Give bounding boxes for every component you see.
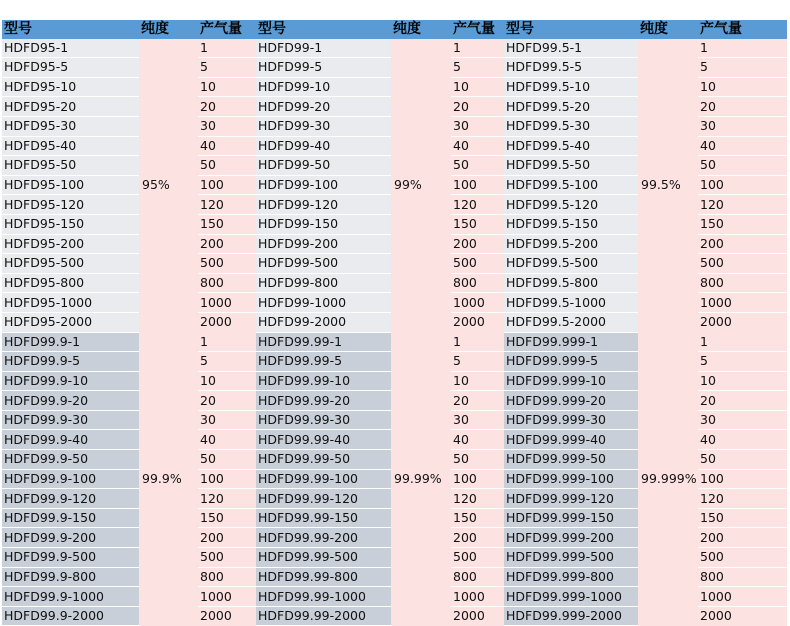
gas-output-cell: 120 bbox=[698, 489, 787, 509]
header-row bbox=[2, 20, 787, 39]
gas-output-cell: 20 bbox=[698, 391, 787, 411]
header-model: 型号 bbox=[2, 20, 139, 39]
model-cell: HDFD99-100 bbox=[256, 175, 391, 195]
gas-output-cell: 10 bbox=[698, 371, 787, 391]
gas-output-cell: 150 bbox=[451, 508, 504, 528]
model-cell: HDFD99-500 bbox=[256, 254, 391, 274]
group-2 bbox=[2, 332, 787, 626]
model-cell: HDFD95-1000 bbox=[2, 293, 139, 313]
model-cell: HDFD99.9-5 bbox=[2, 352, 139, 372]
purity-cell: 99.5% bbox=[638, 39, 698, 332]
purity-cell: 99.999% bbox=[638, 332, 698, 626]
model-cell: HDFD99.999-50 bbox=[504, 450, 638, 470]
model-cell: HDFD95-2000 bbox=[2, 312, 139, 332]
model-cell: HDFD99.999-20 bbox=[504, 391, 638, 411]
model-cell: HDFD99.999-120 bbox=[504, 489, 638, 509]
model-cell: HDFD99.99-50 bbox=[256, 450, 391, 470]
gas-output-cell: 1 bbox=[698, 39, 787, 58]
gas-output-cell: 40 bbox=[198, 430, 256, 450]
gas-output-cell: 200 bbox=[698, 528, 787, 548]
gas-output-cell: 100 bbox=[451, 175, 504, 195]
model-cell: HDFD99.9-800 bbox=[2, 567, 139, 587]
model-cell: HDFD99.5-30 bbox=[504, 116, 638, 136]
gas-output-cell: 500 bbox=[451, 254, 504, 274]
gas-output-cell: 150 bbox=[198, 214, 256, 234]
model-cell: HDFD99-120 bbox=[256, 195, 391, 215]
gas-output-cell: 2000 bbox=[698, 606, 787, 626]
gas-output-cell: 2000 bbox=[698, 312, 787, 332]
model-cell: HDFD99.5-120 bbox=[504, 195, 638, 215]
model-cell: HDFD99.99-150 bbox=[256, 508, 391, 528]
model-cell: HDFD99-2000 bbox=[256, 312, 391, 332]
gas-output-cell: 200 bbox=[198, 528, 256, 548]
gas-output-cell: 800 bbox=[451, 567, 504, 587]
model-cell: HDFD99.999-1 bbox=[504, 332, 638, 352]
gas-output-cell: 30 bbox=[451, 116, 504, 136]
header-gas-output: 产气量 bbox=[698, 20, 787, 39]
product-spec-table bbox=[2, 20, 787, 626]
model-cell: HDFD99.99-40 bbox=[256, 430, 391, 450]
model-cell: HDFD99.9-30 bbox=[2, 410, 139, 430]
header-purity: 纯度 bbox=[391, 20, 451, 39]
gas-output-cell: 120 bbox=[698, 195, 787, 215]
gas-output-cell: 100 bbox=[698, 469, 787, 489]
gas-output-cell: 10 bbox=[698, 77, 787, 97]
model-cell: HDFD95-100 bbox=[2, 175, 139, 195]
table-row bbox=[2, 39, 787, 58]
model-cell: HDFD99.99-5 bbox=[256, 352, 391, 372]
model-cell: HDFD99.99-100 bbox=[256, 469, 391, 489]
gas-output-cell: 30 bbox=[698, 410, 787, 430]
gas-output-cell: 500 bbox=[198, 548, 256, 568]
model-cell: HDFD99.99-2000 bbox=[256, 606, 391, 626]
gas-output-cell: 1000 bbox=[198, 587, 256, 607]
model-cell: HDFD99-1000 bbox=[256, 293, 391, 313]
purity-cell: 95% bbox=[139, 39, 198, 332]
gas-output-cell: 100 bbox=[198, 469, 256, 489]
model-cell: HDFD99.99-120 bbox=[256, 489, 391, 509]
model-cell: HDFD99-200 bbox=[256, 234, 391, 254]
model-cell: HDFD99.999-30 bbox=[504, 410, 638, 430]
gas-output-cell: 50 bbox=[698, 450, 787, 470]
gas-output-cell: 800 bbox=[198, 273, 256, 293]
gas-output-cell: 1000 bbox=[451, 293, 504, 313]
gas-output-cell: 40 bbox=[198, 136, 256, 156]
model-cell: HDFD95-200 bbox=[2, 234, 139, 254]
model-cell: HDFD95-50 bbox=[2, 156, 139, 176]
gas-output-cell: 100 bbox=[698, 175, 787, 195]
gas-output-cell: 500 bbox=[451, 548, 504, 568]
gas-output-cell: 200 bbox=[451, 528, 504, 548]
gas-output-cell: 50 bbox=[451, 450, 504, 470]
gas-output-cell: 20 bbox=[198, 391, 256, 411]
gas-output-cell: 1 bbox=[451, 39, 504, 58]
model-cell: HDFD95-800 bbox=[2, 273, 139, 293]
model-cell: HDFD99.9-1000 bbox=[2, 587, 139, 607]
gas-output-cell: 1000 bbox=[698, 587, 787, 607]
model-cell: HDFD99.99-20 bbox=[256, 391, 391, 411]
gas-output-cell: 150 bbox=[198, 508, 256, 528]
model-cell: HDFD99.9-150 bbox=[2, 508, 139, 528]
model-cell: HDFD99.999-40 bbox=[504, 430, 638, 450]
gas-output-cell: 5 bbox=[451, 352, 504, 372]
gas-output-cell: 100 bbox=[451, 469, 504, 489]
model-cell: HDFD99-800 bbox=[256, 273, 391, 293]
gas-output-cell: 200 bbox=[698, 234, 787, 254]
gas-output-cell: 1000 bbox=[698, 293, 787, 313]
gas-output-cell: 10 bbox=[198, 371, 256, 391]
model-cell: HDFD99.999-800 bbox=[504, 567, 638, 587]
gas-output-cell: 50 bbox=[198, 450, 256, 470]
model-cell: HDFD99.99-200 bbox=[256, 528, 391, 548]
gas-output-cell: 800 bbox=[451, 273, 504, 293]
header-model: 型号 bbox=[256, 20, 391, 39]
model-cell: HDFD99.5-200 bbox=[504, 234, 638, 254]
gas-output-cell: 200 bbox=[198, 234, 256, 254]
model-cell: HDFD99.999-200 bbox=[504, 528, 638, 548]
model-cell: HDFD99.5-2000 bbox=[504, 312, 638, 332]
model-cell: HDFD99.5-50 bbox=[504, 156, 638, 176]
purity-cell: 99.9% bbox=[139, 332, 198, 626]
group-1 bbox=[2, 39, 787, 332]
model-cell: HDFD95-20 bbox=[2, 97, 139, 117]
purity-cell: 99% bbox=[391, 39, 451, 332]
gas-output-cell: 800 bbox=[698, 567, 787, 587]
model-cell: HDFD99-1 bbox=[256, 39, 391, 58]
gas-output-cell: 800 bbox=[198, 567, 256, 587]
gas-output-cell: 1 bbox=[451, 332, 504, 352]
gas-output-cell: 150 bbox=[698, 508, 787, 528]
model-cell: HDFD99-150 bbox=[256, 214, 391, 234]
gas-output-cell: 5 bbox=[698, 352, 787, 372]
model-cell: HDFD99.5-1 bbox=[504, 39, 638, 58]
model-cell: HDFD95-40 bbox=[2, 136, 139, 156]
model-cell: HDFD99-5 bbox=[256, 58, 391, 78]
purity-cell: 99.99% bbox=[391, 332, 451, 626]
gas-output-cell: 500 bbox=[198, 254, 256, 274]
gas-output-cell: 5 bbox=[198, 58, 256, 78]
model-cell: HDFD99.9-20 bbox=[2, 391, 139, 411]
model-cell: HDFD99-40 bbox=[256, 136, 391, 156]
gas-output-cell: 10 bbox=[451, 77, 504, 97]
model-cell: HDFD99.9-10 bbox=[2, 371, 139, 391]
model-cell: HDFD99.5-500 bbox=[504, 254, 638, 274]
gas-output-cell: 2000 bbox=[451, 606, 504, 626]
model-cell: HDFD99.999-1000 bbox=[504, 587, 638, 607]
model-cell: HDFD99.99-800 bbox=[256, 567, 391, 587]
gas-output-cell: 1000 bbox=[198, 293, 256, 313]
model-cell: HDFD99.5-20 bbox=[504, 97, 638, 117]
gas-output-cell: 30 bbox=[198, 116, 256, 136]
table-row bbox=[2, 332, 787, 352]
gas-output-cell: 5 bbox=[698, 58, 787, 78]
model-cell: HDFD99.9-40 bbox=[2, 430, 139, 450]
gas-output-cell: 20 bbox=[698, 97, 787, 117]
gas-output-cell: 1000 bbox=[451, 587, 504, 607]
model-cell: HDFD99.5-10 bbox=[504, 77, 638, 97]
model-cell: HDFD99.5-800 bbox=[504, 273, 638, 293]
header-purity: 纯度 bbox=[638, 20, 698, 39]
gas-output-cell: 2000 bbox=[198, 606, 256, 626]
gas-output-cell: 120 bbox=[198, 195, 256, 215]
gas-output-cell: 50 bbox=[451, 156, 504, 176]
model-cell: HDFD99.9-120 bbox=[2, 489, 139, 509]
header-model: 型号 bbox=[504, 20, 638, 39]
model-cell: HDFD99.99-1 bbox=[256, 332, 391, 352]
header-purity: 纯度 bbox=[139, 20, 198, 39]
model-cell: HDFD99.999-500 bbox=[504, 548, 638, 568]
model-cell: HDFD95-1 bbox=[2, 39, 139, 58]
model-cell: HDFD99.999-5 bbox=[504, 352, 638, 372]
gas-output-cell: 50 bbox=[198, 156, 256, 176]
gas-output-cell: 5 bbox=[451, 58, 504, 78]
gas-output-cell: 20 bbox=[451, 391, 504, 411]
model-cell: HDFD99.99-500 bbox=[256, 548, 391, 568]
model-cell: HDFD99.5-40 bbox=[504, 136, 638, 156]
gas-output-cell: 100 bbox=[198, 175, 256, 195]
gas-output-cell: 150 bbox=[698, 214, 787, 234]
model-cell: HDFD95-10 bbox=[2, 77, 139, 97]
model-cell: HDFD99.999-2000 bbox=[504, 606, 638, 626]
model-cell: HDFD99.9-500 bbox=[2, 548, 139, 568]
gas-output-cell: 50 bbox=[698, 156, 787, 176]
gas-output-cell: 2000 bbox=[198, 312, 256, 332]
model-cell: HDFD99.5-1000 bbox=[504, 293, 638, 313]
model-cell: HDFD99.99-1000 bbox=[256, 587, 391, 607]
model-cell: HDFD99.5-5 bbox=[504, 58, 638, 78]
gas-output-cell: 800 bbox=[698, 273, 787, 293]
model-cell: HDFD99.999-150 bbox=[504, 508, 638, 528]
model-cell: HDFD99.999-100 bbox=[504, 469, 638, 489]
gas-output-cell: 2000 bbox=[451, 312, 504, 332]
gas-output-cell: 30 bbox=[198, 410, 256, 430]
gas-output-cell: 1 bbox=[198, 332, 256, 352]
gas-output-cell: 20 bbox=[198, 97, 256, 117]
gas-output-cell: 40 bbox=[698, 136, 787, 156]
model-cell: HDFD99.9-2000 bbox=[2, 606, 139, 626]
gas-output-cell: 120 bbox=[198, 489, 256, 509]
model-cell: HDFD99-50 bbox=[256, 156, 391, 176]
gas-output-cell: 1 bbox=[198, 39, 256, 58]
gas-output-cell: 20 bbox=[451, 97, 504, 117]
gas-output-cell: 150 bbox=[451, 214, 504, 234]
gas-output-cell: 10 bbox=[198, 77, 256, 97]
header-gas-output: 产气量 bbox=[198, 20, 256, 39]
gas-output-cell: 10 bbox=[451, 371, 504, 391]
gas-output-cell: 30 bbox=[451, 410, 504, 430]
header-gas-output: 产气量 bbox=[451, 20, 504, 39]
model-cell: HDFD99.5-100 bbox=[504, 175, 638, 195]
model-cell: HDFD99.99-30 bbox=[256, 410, 391, 430]
model-cell: HDFD95-120 bbox=[2, 195, 139, 215]
gas-output-cell: 40 bbox=[698, 430, 787, 450]
model-cell: HDFD95-5 bbox=[2, 58, 139, 78]
model-cell: HDFD95-30 bbox=[2, 116, 139, 136]
gas-output-cell: 40 bbox=[451, 136, 504, 156]
gas-output-cell: 1 bbox=[698, 332, 787, 352]
model-cell: HDFD99.99-10 bbox=[256, 371, 391, 391]
model-cell: HDFD99.9-50 bbox=[2, 450, 139, 470]
gas-output-cell: 30 bbox=[698, 116, 787, 136]
model-cell: HDFD99.5-150 bbox=[504, 214, 638, 234]
model-cell: HDFD99.9-100 bbox=[2, 469, 139, 489]
gas-output-cell: 40 bbox=[451, 430, 504, 450]
model-cell: HDFD95-150 bbox=[2, 214, 139, 234]
model-cell: HDFD99-10 bbox=[256, 77, 391, 97]
model-cell: HDFD99.999-10 bbox=[504, 371, 638, 391]
model-cell: HDFD95-500 bbox=[2, 254, 139, 274]
model-cell: HDFD99.9-200 bbox=[2, 528, 139, 548]
gas-output-cell: 500 bbox=[698, 254, 787, 274]
gas-output-cell: 5 bbox=[198, 352, 256, 372]
gas-output-cell: 120 bbox=[451, 489, 504, 509]
gas-output-cell: 120 bbox=[451, 195, 504, 215]
gas-output-cell: 500 bbox=[698, 548, 787, 568]
model-cell: HDFD99.9-1 bbox=[2, 332, 139, 352]
gas-output-cell: 200 bbox=[451, 234, 504, 254]
model-cell: HDFD99-30 bbox=[256, 116, 391, 136]
model-cell: HDFD99-20 bbox=[256, 97, 391, 117]
